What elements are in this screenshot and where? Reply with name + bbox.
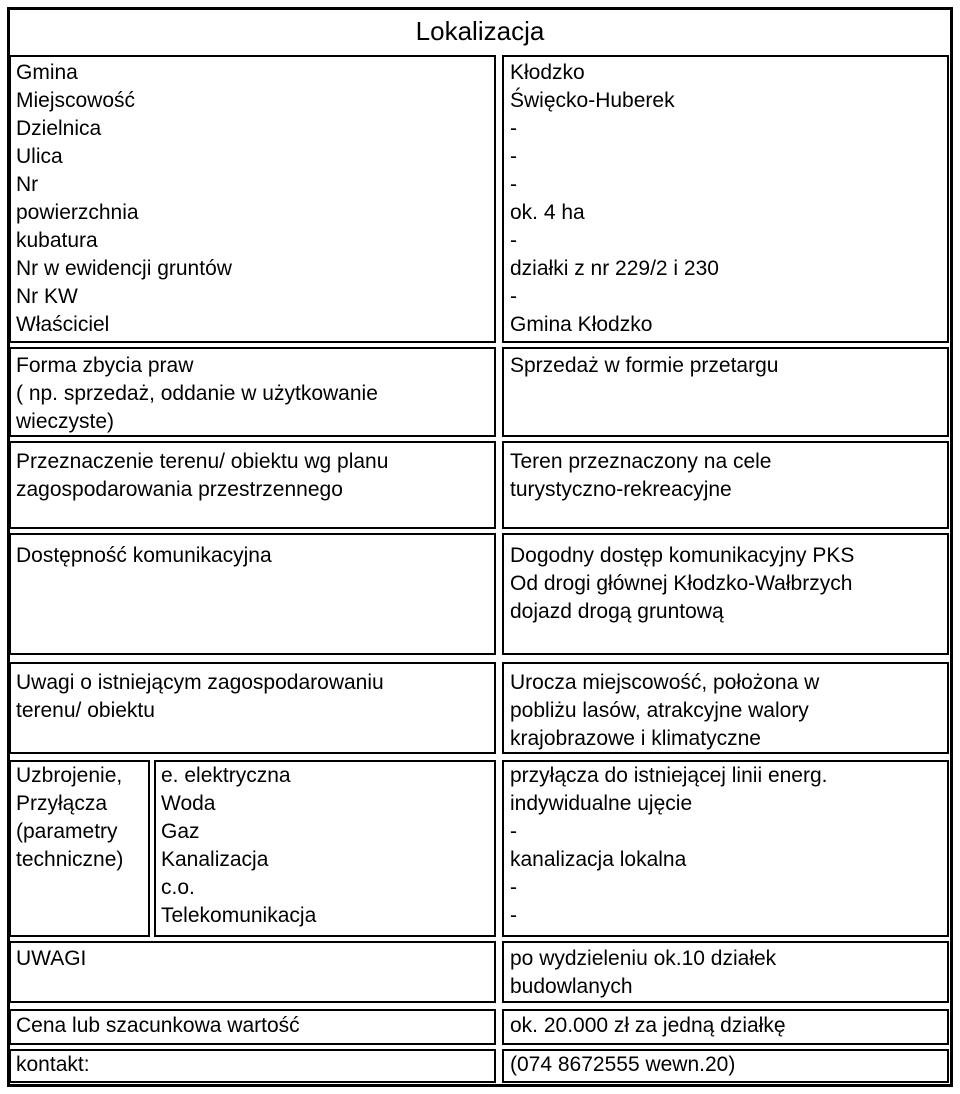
value-powierzchnia: ok. 4 ha bbox=[510, 201, 585, 224]
value-gmina: Kłodzko bbox=[510, 61, 585, 84]
label-kubatura: kubatura bbox=[16, 229, 98, 252]
type-co: c.o. bbox=[161, 876, 195, 899]
type-telekomunikacja: Telekomunikacja bbox=[161, 904, 317, 927]
value-telekomunikacja: - bbox=[510, 904, 517, 927]
value-kanalizacja: kanalizacja lokalna bbox=[510, 848, 687, 871]
value-gaz: - bbox=[510, 820, 517, 843]
label-nr: Nr bbox=[16, 173, 39, 196]
dostepnosc-value: Dogodny dostęp komunikacyjny PKS Od drogi głównej Kłodzko-Wałbrzych dojazd drogą gruntową bbox=[510, 544, 855, 623]
label-gmina: Gmina bbox=[16, 61, 78, 84]
forma-value: Sprzedaż w formie przetargu bbox=[510, 354, 779, 377]
label-nr-ewidencji: Nr w ewidencji gruntów bbox=[16, 257, 232, 280]
przeznaczenie-label: Przeznaczenie terenu/ obiektu wg planu zagospodarowania przestrzennego bbox=[16, 450, 389, 501]
uwagi-zagosp-label: Uwagi o istniejącym zagospodarowaniu terenu/ obiektu bbox=[16, 671, 384, 722]
value-dzielnica: - bbox=[510, 117, 517, 140]
uwagi-value: po wydzieleniu ok.10 działek budowlanych bbox=[510, 947, 777, 998]
label-nr-kw: Nr KW bbox=[16, 285, 78, 308]
label-ulica: Ulica bbox=[16, 145, 63, 168]
forma-label: Forma zbycia praw ( np. sprzedaż, oddanie w użytkowanie wieczyste) bbox=[16, 354, 378, 433]
type-gaz: Gaz bbox=[161, 820, 200, 843]
uzbrojenie-types bbox=[161, 762, 316, 930]
label-miejscowosc: Miejscowość bbox=[16, 89, 136, 112]
type-woda: Woda bbox=[161, 792, 216, 815]
type-kanalizacja: Kanalizacja bbox=[161, 848, 269, 871]
cena-value: ok. 20.000 zł za jedną działkę bbox=[510, 1014, 786, 1037]
przeznaczenie-value: Teren przeznaczony na cele turystyczno-rekreacyjne bbox=[510, 450, 772, 501]
label-dzielnica: Dzielnica bbox=[16, 117, 102, 140]
form-title: Lokalizacja bbox=[415, 16, 545, 46]
value-ulica: - bbox=[510, 145, 517, 168]
uwagi-zagosp-value: Urocza miejscowość, położona w pobliżu lasów, atrakcyjne walory krajobrazowe i klimatyczne bbox=[510, 671, 820, 750]
uwagi-label: UWAGI bbox=[16, 947, 87, 970]
type-elektryczna: e. elektryczna bbox=[161, 764, 291, 787]
uzbrojenie-label: Uzbrojenie, Przyłącza (parametry techniczne) bbox=[16, 764, 124, 871]
value-miejscowosc: Święcko-Huberek bbox=[510, 89, 675, 112]
label-wlasciciel: Właściciel bbox=[16, 313, 110, 336]
value-nr: - bbox=[510, 173, 517, 196]
dostepnosc-label: Dostępność komunikacyjna bbox=[16, 544, 272, 567]
label-powierzchnia: powierzchnia bbox=[16, 201, 139, 224]
value-nr-kw: - bbox=[510, 285, 517, 308]
kontakt-label: kontakt: bbox=[16, 1053, 90, 1076]
kontakt-value: (074 8672555 wewn.20) bbox=[510, 1053, 736, 1076]
value-kubatura: - bbox=[510, 229, 517, 252]
uzbrojenie-values bbox=[510, 762, 828, 930]
value-woda: indywidualne ujęcie bbox=[510, 792, 693, 815]
value-nr-ewidencji: działki z nr 229/2 i 230 bbox=[510, 257, 719, 280]
value-wlasciciel: Gmina Kłodzko bbox=[510, 313, 653, 336]
basic-values bbox=[510, 59, 719, 339]
value-co: - bbox=[510, 876, 517, 899]
value-elektryczna: przyłącza do istniejącej linii energ. bbox=[510, 764, 828, 787]
basic-labels bbox=[16, 59, 232, 339]
cena-label: Cena lub szacunkowa wartość bbox=[16, 1014, 300, 1037]
